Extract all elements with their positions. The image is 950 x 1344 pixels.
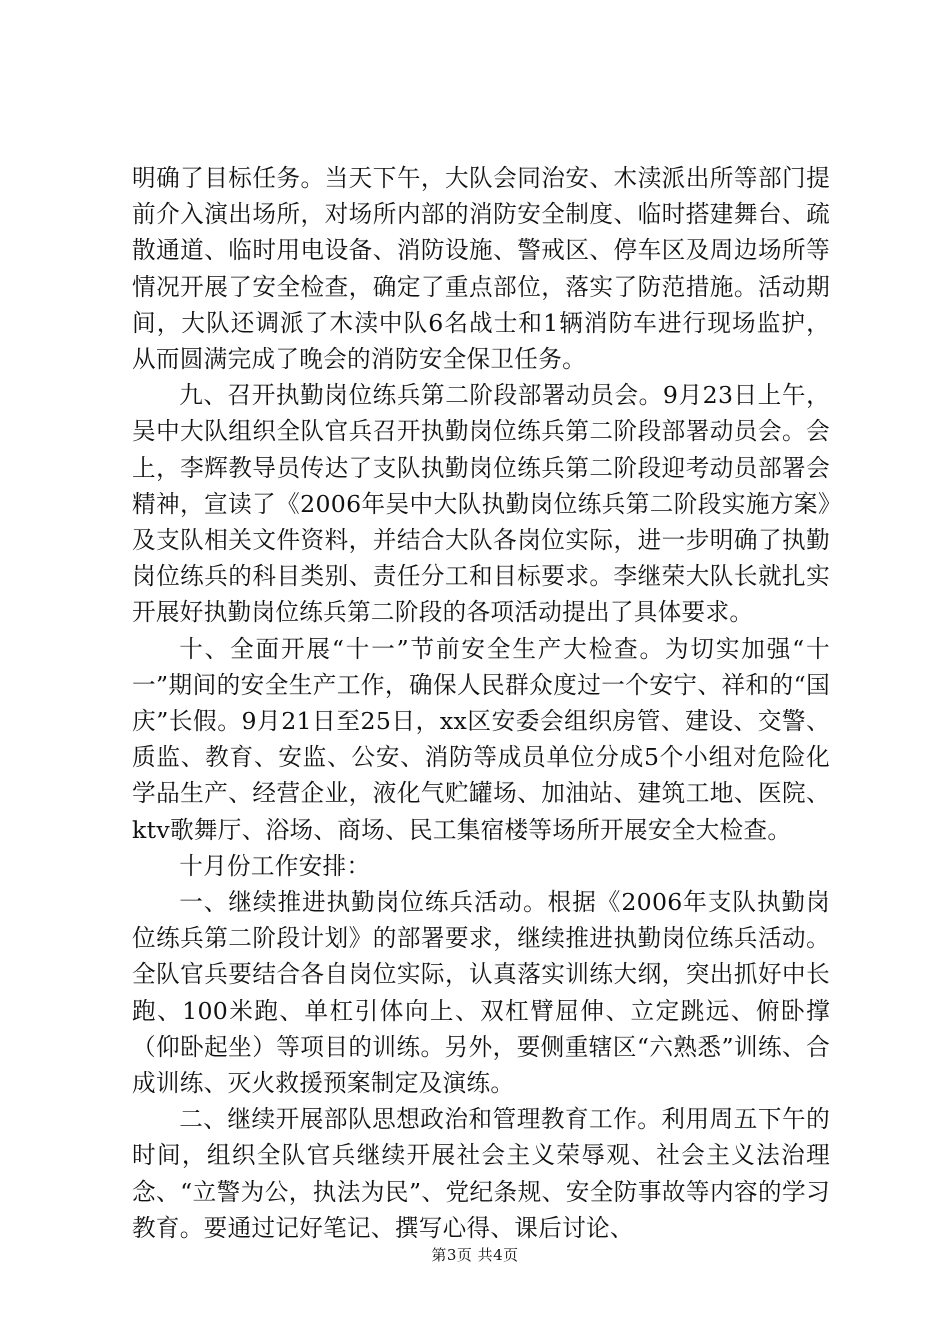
document-body — [132, 160, 830, 1246]
paragraph-item-nine: 九、召开执勤岗位练兵第二阶段部署动员会。9月23日上午，吴中大队组织全队官兵召开执勤岗位练兵第二阶段部署动员会。会上，李辉教导员传达了支队执勤岗位练兵第二阶段迎考动员部署会精神，宣读了《2006年吴中大队执勤岗位练兵第二阶段实施方案》及支队相关文件资料，并结合大队各岗位实际，进一步明确了执勤岗位练兵的科目类别、责任分工和目标要求。李继荣大队长就扎实开展好执勤岗位练兵第二阶段的各项活动提出了具体要求。 — [132, 381, 830, 627]
section-heading-october-plan: 十月份工作安排： — [179, 851, 371, 880]
page-number-footer: 第3页 共4页 — [431, 1246, 519, 1264]
paragraph-plan-one: 一、继续推进执勤岗位练兵活动。根据《2006年支队执勤岗位练兵第二阶段计划》的部署要求，继续推进执勤岗位练兵活动。全队官兵要结合各自岗位实际，认真落实训练大纲，突出抓好中长跑、100米跑、单杠引体向上、双杠臂屈伸、立定跳远、俯卧撑（仰卧起坐）等项目的训练。另外，要侧重辖区“六熟悉”训练、合成训练、灭火救援预案制定及演练。 — [132, 888, 830, 1098]
paragraph-plan-two: 二、继续开展部队思想政治和管理教育工作。利用周五下午的时间，组织全队官兵继续开展社会主义荣辱观、社会主义法治理念、“立警为公，执法为民”、党纪条规、安全防事故等内容的学习教育。要通过记好笔记、撰写心得、课后讨论、 — [132, 1105, 830, 1242]
paragraph-continuation: 明确了目标任务。当天下午，大队会同治安、木渎派出所等部门提前介入演出场所，对场所内部的消防安全制度、临时搭建舞台、疏散通道、临时用电设备、消防设施、警戒区、停车区及周边场所等情况开展了安全检查，确定了重点部位，落实了防范措施。活动期间，大队还调派了木渎中队6名战士和1辆消防车进行现场监护，从而圆满完成了晚会的消防安全保卫任务。 — [132, 164, 830, 374]
paragraph-item-ten: 十、全面开展“十一”节前安全生产大检查。为切实加强“十一”期间的安全生产工作，确保人民群众度过一个安宁、祥和的“国庆”长假。9月21日至25日，xx区安委会组织房管、建设、交警、质监、教育、安监、公安、消防等成员单位分成5个小组对危险化学品生产、经营企业，液化气贮罐场、加油站、建筑工地、医院、ktv歌舞厅、浴场、商场、民工集宿楼等场所开展安全大检查。 — [132, 634, 830, 844]
